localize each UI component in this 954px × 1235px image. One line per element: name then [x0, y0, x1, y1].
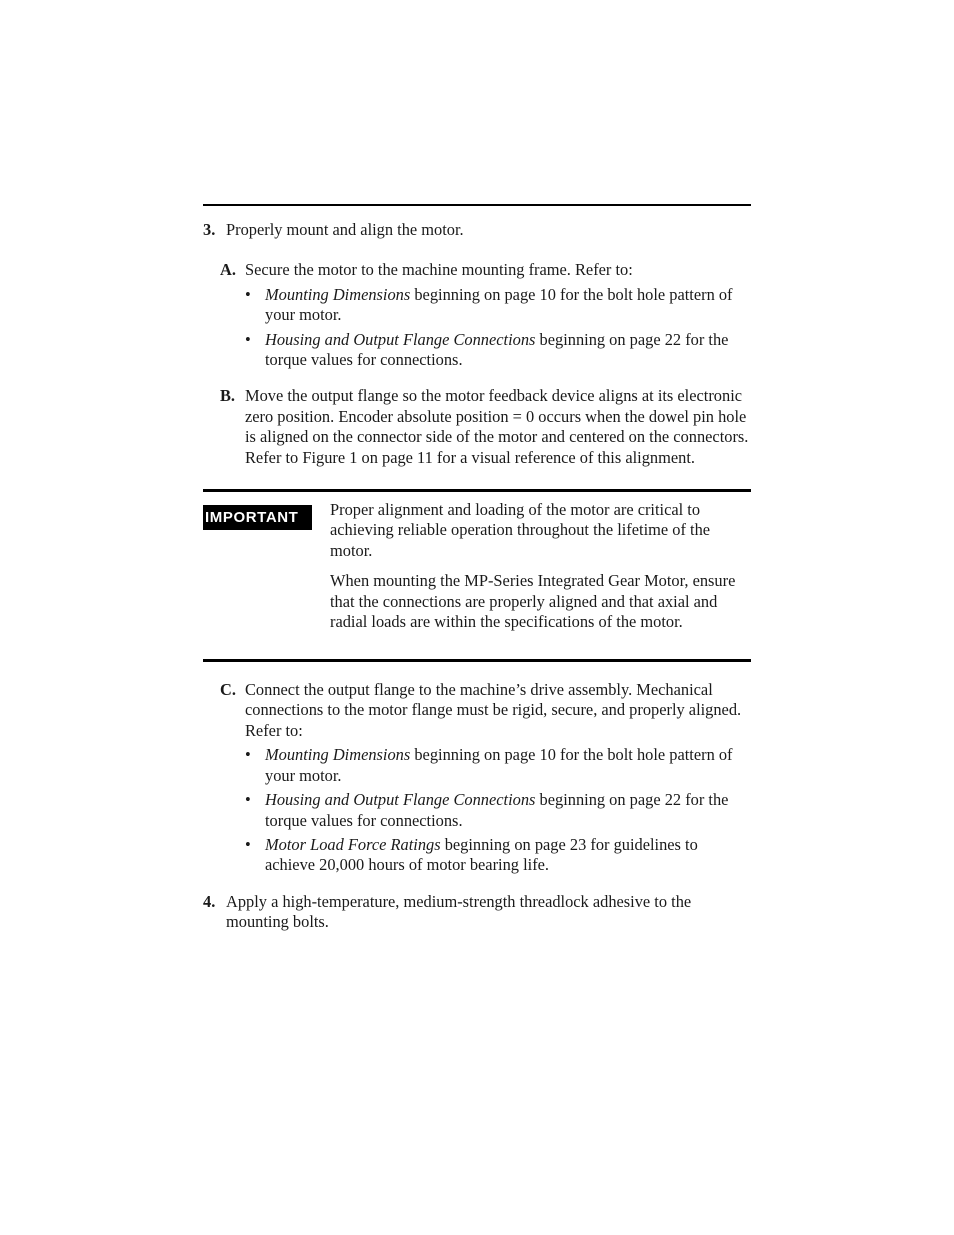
cross-reference: Housing and Output Flange Connections	[265, 329, 536, 349]
substep-letter: B.	[220, 386, 236, 406]
substep-text: Secure the motor to the machine mounting frame. Refer to:	[245, 260, 633, 280]
cross-reference: Housing and Output Flange Connections	[265, 790, 536, 810]
substep-text: Connect the output flange to the machine’s drive assembly. Mechanical connections to the motor flange must be rigid, secure, and properly aligned. Refer to:	[245, 680, 742, 740]
bullet-icon: •	[245, 329, 251, 349]
list-item	[245, 790, 751, 831]
substep-text: Move the output flange so the motor feedback device aligns at its electronic zero position. Encoder absolute position = 0 occurs when the dowel pin hole is aligned on the connector side of the motor and centered on the connectors. Refer to Figure 1 on page 11 for a visual reference of this alignment.	[245, 386, 749, 467]
callout-paragraph: Proper alignment and loading of the motor are critical to achieving reliable operation throughout the lifetime of the motor.	[330, 500, 711, 560]
substep-b	[203, 386, 751, 468]
substep-letter: A.	[220, 260, 236, 280]
step-number: 3.	[203, 220, 216, 239]
step-number: 4.	[203, 891, 216, 911]
bullet-icon: •	[245, 284, 251, 304]
bullet-icon: •	[245, 745, 251, 765]
list-item	[245, 745, 751, 786]
cross-reference: Motor Load Force Ratings	[265, 834, 441, 854]
document-page	[203, 204, 751, 933]
list-item-text: beginning on page 10 for the bolt hole pattern of your motor.	[265, 745, 733, 785]
substep-letter: C.	[220, 680, 236, 700]
bullet-icon: •	[245, 834, 251, 854]
bullet-list	[245, 745, 751, 875]
list-item	[245, 835, 751, 876]
step-3	[203, 220, 751, 240]
bullet-list	[245, 285, 751, 371]
step-4	[203, 892, 751, 933]
substep-a	[203, 260, 751, 370]
important-badge: IMPORTANT	[203, 505, 312, 530]
top-rule	[203, 204, 751, 206]
step-text: Properly mount and align the motor.	[226, 220, 464, 239]
bullet-icon: •	[245, 790, 251, 810]
list-item-text: beginning on page 23 for guidelines to achieve 20,000 hours of motor bearing life.	[265, 834, 698, 875]
important-callout	[203, 489, 751, 662]
list-item-text: beginning on page 22 for the torque values for connections.	[265, 790, 729, 830]
callout-body	[330, 500, 751, 632]
list-item	[245, 285, 751, 326]
step-text: Apply a high-temperature, medium-strength threadlock adhesive to the mounting bolts.	[226, 891, 692, 932]
substep-c	[203, 680, 751, 876]
callout-paragraph: When mounting the MP-Series Integrated Gear Motor, ensure that the connections are properly aligned and that axial and radial loads are within the specifications of the motor.	[330, 571, 736, 632]
list-item-text: beginning on page 22 for the torque values for connections.	[265, 329, 729, 370]
list-item-text: beginning on page 10 for the bolt hole pattern of your motor.	[265, 284, 733, 325]
cross-reference: Mounting Dimensions	[265, 745, 411, 765]
list-item	[245, 330, 751, 371]
cross-reference: Mounting Dimensions	[265, 284, 411, 304]
